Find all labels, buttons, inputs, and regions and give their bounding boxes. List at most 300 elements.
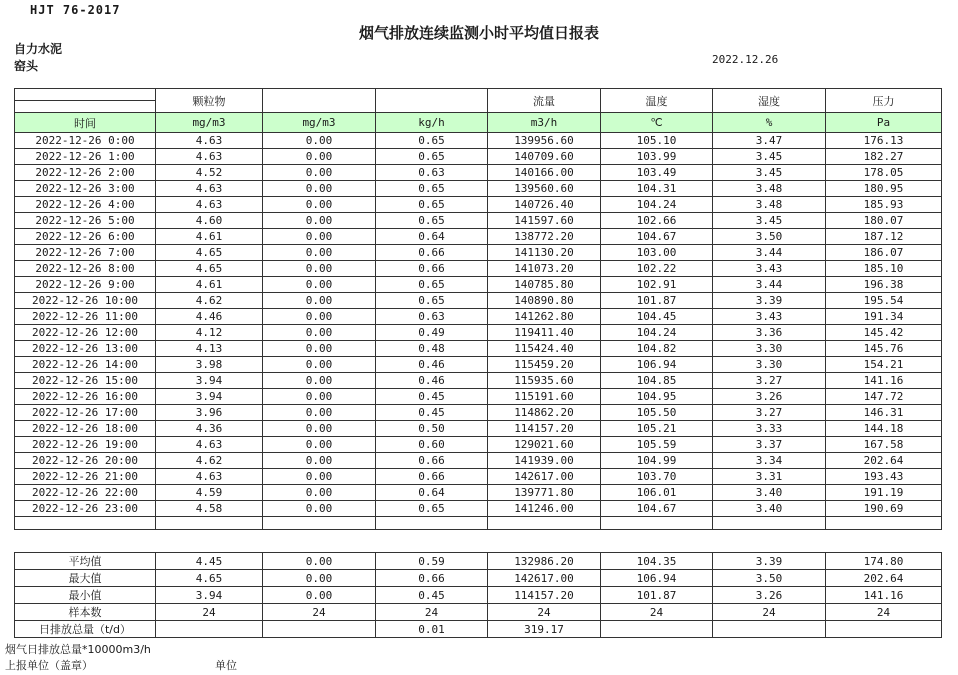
time-cell: 2022-12-26 17:00 — [15, 405, 156, 421]
value-cell: 187.12 — [826, 229, 942, 245]
table-row — [15, 453, 942, 469]
value-cell: 0.00 — [263, 357, 376, 373]
value-cell: 0.00 — [263, 277, 376, 293]
value-cell: 0.65 — [376, 293, 488, 309]
value-cell: 3.33 — [713, 421, 826, 437]
time-cell: 2022-12-26 9:00 — [15, 277, 156, 293]
table-row — [15, 485, 942, 501]
value-cell: 138772.20 — [488, 229, 601, 245]
summary-value-cell: 319.17 — [488, 621, 601, 638]
summary-value-cell: 106.94 — [601, 570, 713, 587]
time-cell: 2022-12-26 2:00 — [15, 165, 156, 181]
value-cell: 193.43 — [826, 469, 942, 485]
value-cell: 3.45 — [713, 149, 826, 165]
time-cell: 2022-12-26 20:00 — [15, 453, 156, 469]
table-row — [15, 149, 942, 165]
hourly-data-table — [14, 88, 942, 530]
table-row — [15, 325, 942, 341]
time-cell: 2022-12-26 6:00 — [15, 229, 156, 245]
value-cell: 0.63 — [376, 165, 488, 181]
table-row — [15, 437, 942, 453]
value-cell: 129021.60 — [488, 437, 601, 453]
value-cell: 142617.00 — [488, 469, 601, 485]
time-header-top-cell — [15, 89, 156, 101]
standard-code: HJT 76-2017 — [30, 3, 121, 17]
value-cell: 104.85 — [601, 373, 713, 389]
value-cell: 104.67 — [601, 229, 713, 245]
report-title: 烟气排放连续监测小时平均值日报表 — [358, 24, 599, 42]
value-cell: 104.82 — [601, 341, 713, 357]
time-cell: 2022-12-26 15:00 — [15, 373, 156, 389]
time-cell: 2022-12-26 5:00 — [15, 213, 156, 229]
time-cell: 2022-12-26 12:00 — [15, 325, 156, 341]
param-header-pressure: 压力 — [826, 89, 942, 113]
empty-row — [15, 517, 942, 530]
value-cell: 0.65 — [376, 197, 488, 213]
value-cell: 176.13 — [826, 133, 942, 149]
value-cell: 0.65 — [376, 277, 488, 293]
value-cell: 3.30 — [713, 357, 826, 373]
value-cell: 3.94 — [156, 389, 263, 405]
summary-label: 平均值 — [15, 553, 156, 570]
value-cell: 103.99 — [601, 149, 713, 165]
value-cell: 147.72 — [826, 389, 942, 405]
table-row — [15, 341, 942, 357]
summary-value-cell: 3.50 — [713, 570, 826, 587]
value-cell: 0.00 — [263, 373, 376, 389]
summary-value-cell: 24 — [156, 604, 263, 621]
empty-cell — [713, 517, 826, 530]
value-cell: 182.27 — [826, 149, 942, 165]
unit-label: 单位 — [215, 659, 237, 672]
value-cell: 102.91 — [601, 277, 713, 293]
summary-value-cell: 3.26 — [713, 587, 826, 604]
param-header-blank-2 — [376, 89, 488, 113]
empty-cell — [376, 517, 488, 530]
value-cell: 4.60 — [156, 213, 263, 229]
value-cell: 3.40 — [713, 485, 826, 501]
time-cell: 2022-12-26 13:00 — [15, 341, 156, 357]
value-cell: 0.00 — [263, 229, 376, 245]
empty-cell — [601, 517, 713, 530]
unit-celsius: ℃ — [601, 113, 713, 133]
value-cell: 180.07 — [826, 213, 942, 229]
summary-value-cell: 24 — [601, 604, 713, 621]
value-cell: 0.00 — [263, 181, 376, 197]
summary-value-cell: 0.01 — [376, 621, 488, 638]
table-row — [15, 357, 942, 373]
table-row — [15, 389, 942, 405]
value-cell: 104.24 — [601, 197, 713, 213]
time-cell: 2022-12-26 16:00 — [15, 389, 156, 405]
footer-line — [5, 657, 505, 673]
value-cell: 104.31 — [601, 181, 713, 197]
value-cell: 141262.80 — [488, 309, 601, 325]
time-cell: 2022-12-26 21:00 — [15, 469, 156, 485]
summary-value-cell: 24 — [826, 604, 942, 621]
report-date: 2022.12.26 — [712, 53, 779, 66]
value-cell: 140785.80 — [488, 277, 601, 293]
value-cell: 0.65 — [376, 501, 488, 517]
value-cell: 0.65 — [376, 181, 488, 197]
time-header-bottom-cell — [15, 101, 156, 113]
value-cell: 0.66 — [376, 245, 488, 261]
value-cell: 4.63 — [156, 149, 263, 165]
value-cell: 0.00 — [263, 133, 376, 149]
summary-value-cell: 101.87 — [601, 587, 713, 604]
table-row — [15, 197, 942, 213]
value-cell: 0.50 — [376, 421, 488, 437]
value-cell: 0.00 — [263, 213, 376, 229]
value-cell: 4.58 — [156, 501, 263, 517]
value-cell: 4.63 — [156, 469, 263, 485]
table-row — [15, 277, 942, 293]
value-cell: 114157.20 — [488, 421, 601, 437]
value-cell: 154.21 — [826, 357, 942, 373]
value-cell: 104.67 — [601, 501, 713, 517]
value-cell: 0.00 — [263, 469, 376, 485]
summary-value-cell: 0.00 — [263, 587, 376, 604]
summary-table — [14, 552, 942, 638]
value-cell: 139771.80 — [488, 485, 601, 501]
summary-row — [15, 604, 942, 621]
table-row — [15, 373, 942, 389]
value-cell: 105.50 — [601, 405, 713, 421]
unit-pa: Pa — [826, 113, 942, 133]
value-cell: 103.00 — [601, 245, 713, 261]
table-row — [15, 421, 942, 437]
summary-value-cell: 0.00 — [263, 553, 376, 570]
summary-value-cell: 24 — [488, 604, 601, 621]
value-cell: 3.36 — [713, 325, 826, 341]
value-cell: 4.63 — [156, 181, 263, 197]
value-cell: 141246.00 — [488, 501, 601, 517]
summary-value-cell: 4.65 — [156, 570, 263, 587]
value-cell: 114862.20 — [488, 405, 601, 421]
value-cell: 196.38 — [826, 277, 942, 293]
summary-value-cell — [263, 621, 376, 638]
value-cell: 195.54 — [826, 293, 942, 309]
value-cell: 0.00 — [263, 341, 376, 357]
value-cell: 0.00 — [263, 389, 376, 405]
value-cell: 3.27 — [713, 405, 826, 421]
value-cell: 0.46 — [376, 357, 488, 373]
value-cell: 3.96 — [156, 405, 263, 421]
table-row — [15, 293, 942, 309]
time-column-label: 时间 — [15, 113, 156, 133]
summary-value-cell: 24 — [713, 604, 826, 621]
value-cell: 3.37 — [713, 437, 826, 453]
value-cell: 0.00 — [263, 149, 376, 165]
value-cell: 4.46 — [156, 309, 263, 325]
value-cell: 3.34 — [713, 453, 826, 469]
value-cell: 4.63 — [156, 133, 263, 149]
summary-value-cell — [156, 621, 263, 638]
time-cell: 2022-12-26 4:00 — [15, 197, 156, 213]
value-cell: 4.63 — [156, 437, 263, 453]
time-cell: 2022-12-26 10:00 — [15, 293, 156, 309]
value-cell: 4.61 — [156, 277, 263, 293]
value-cell: 4.62 — [156, 453, 263, 469]
param-header-flow: 流量 — [488, 89, 601, 113]
value-cell: 3.27 — [713, 373, 826, 389]
table-row — [15, 309, 942, 325]
time-cell: 2022-12-26 14:00 — [15, 357, 156, 373]
value-cell: 140890.80 — [488, 293, 601, 309]
summary-label: 最小值 — [15, 587, 156, 604]
value-cell: 0.00 — [263, 261, 376, 277]
time-cell: 2022-12-26 7:00 — [15, 245, 156, 261]
value-cell: 103.49 — [601, 165, 713, 181]
param-header-temperature: 温度 — [601, 89, 713, 113]
summary-value-cell: 0.66 — [376, 570, 488, 587]
value-cell: 0.00 — [263, 325, 376, 341]
value-cell: 0.65 — [376, 149, 488, 165]
total-emission-note: 烟气日排放总量*10000m3/h — [5, 643, 151, 656]
value-cell: 0.64 — [376, 485, 488, 501]
value-cell: 0.46 — [376, 373, 488, 389]
value-cell: 0.66 — [376, 469, 488, 485]
value-cell: 4.65 — [156, 261, 263, 277]
value-cell: 3.48 — [713, 197, 826, 213]
summary-value-cell: 114157.20 — [488, 587, 601, 604]
value-cell: 119411.40 — [488, 325, 601, 341]
value-cell: 0.00 — [263, 437, 376, 453]
table-row — [15, 229, 942, 245]
value-cell: 104.24 — [601, 325, 713, 341]
time-cell: 2022-12-26 1:00 — [15, 149, 156, 165]
value-cell: 104.45 — [601, 309, 713, 325]
value-cell: 141073.20 — [488, 261, 601, 277]
value-cell: 0.00 — [263, 405, 376, 421]
value-cell: 139560.60 — [488, 181, 601, 197]
summary-value-cell: 24 — [263, 604, 376, 621]
value-cell: 0.60 — [376, 437, 488, 453]
summary-value-cell: 202.64 — [826, 570, 942, 587]
value-cell: 144.18 — [826, 421, 942, 437]
table-row — [15, 261, 942, 277]
value-cell: 3.43 — [713, 261, 826, 277]
value-cell: 0.00 — [263, 309, 376, 325]
param-header-blank-1 — [263, 89, 376, 113]
monitoring-point-name: 窑头 — [14, 59, 39, 73]
unit-percent: % — [713, 113, 826, 133]
value-cell: 4.13 — [156, 341, 263, 357]
value-cell: 145.76 — [826, 341, 942, 357]
summary-label: 日排放总量（t/d） — [15, 621, 156, 638]
param-header-row — [15, 89, 942, 101]
value-cell: 4.63 — [156, 197, 263, 213]
table-row — [15, 181, 942, 197]
value-cell: 3.26 — [713, 389, 826, 405]
summary-row — [15, 621, 942, 638]
value-cell: 146.31 — [826, 405, 942, 421]
value-cell: 115191.60 — [488, 389, 601, 405]
summary-value-cell: 24 — [376, 604, 488, 621]
value-cell: 191.19 — [826, 485, 942, 501]
value-cell: 3.44 — [713, 245, 826, 261]
value-cell: 190.69 — [826, 501, 942, 517]
unit-m3-h: m3/h — [488, 113, 601, 133]
value-cell: 141.16 — [826, 373, 942, 389]
value-cell: 4.62 — [156, 293, 263, 309]
summary-value-cell: 3.39 — [713, 553, 826, 570]
value-cell: 0.66 — [376, 453, 488, 469]
time-cell: 2022-12-26 18:00 — [15, 421, 156, 437]
table-row — [15, 133, 942, 149]
value-cell: 3.45 — [713, 213, 826, 229]
value-cell: 180.95 — [826, 181, 942, 197]
value-cell: 4.12 — [156, 325, 263, 341]
empty-cell — [826, 517, 942, 530]
value-cell: 185.10 — [826, 261, 942, 277]
value-cell: 3.94 — [156, 373, 263, 389]
unit-header-row — [15, 113, 942, 133]
value-cell: 101.87 — [601, 293, 713, 309]
empty-cell — [156, 517, 263, 530]
value-cell: 145.42 — [826, 325, 942, 341]
value-cell: 3.45 — [713, 165, 826, 181]
time-cell: 2022-12-26 11:00 — [15, 309, 156, 325]
summary-value-cell — [713, 621, 826, 638]
value-cell: 105.59 — [601, 437, 713, 453]
value-cell: 0.63 — [376, 309, 488, 325]
summary-row — [15, 570, 942, 587]
company-name: 自力水泥 — [14, 42, 63, 56]
value-cell: 105.21 — [601, 421, 713, 437]
unit-mg-m3-1: mg/m3 — [156, 113, 263, 133]
value-cell: 178.05 — [826, 165, 942, 181]
value-cell: 3.98 — [156, 357, 263, 373]
value-cell: 104.95 — [601, 389, 713, 405]
value-cell: 191.34 — [826, 309, 942, 325]
time-cell: 2022-12-26 0:00 — [15, 133, 156, 149]
value-cell: 4.36 — [156, 421, 263, 437]
time-cell: 2022-12-26 23:00 — [15, 501, 156, 517]
value-cell: 141939.00 — [488, 453, 601, 469]
summary-value-cell: 174.80 — [826, 553, 942, 570]
value-cell: 115935.60 — [488, 373, 601, 389]
value-cell: 0.48 — [376, 341, 488, 357]
value-cell: 0.00 — [263, 165, 376, 181]
value-cell: 0.65 — [376, 133, 488, 149]
value-cell: 0.00 — [263, 293, 376, 309]
value-cell: 141130.20 — [488, 245, 601, 261]
summary-value-cell: 4.45 — [156, 553, 263, 570]
summary-value-cell: 132986.20 — [488, 553, 601, 570]
value-cell: 3.44 — [713, 277, 826, 293]
value-cell: 3.43 — [713, 309, 826, 325]
value-cell: 0.45 — [376, 405, 488, 421]
value-cell: 3.31 — [713, 469, 826, 485]
value-cell: 185.93 — [826, 197, 942, 213]
value-cell: 0.00 — [263, 501, 376, 517]
value-cell: 186.07 — [826, 245, 942, 261]
table-row — [15, 405, 942, 421]
value-cell: 0.00 — [263, 485, 376, 501]
value-cell: 102.66 — [601, 213, 713, 229]
table-row — [15, 501, 942, 517]
param-header-humidity: 湿度 — [713, 89, 826, 113]
value-cell: 3.47 — [713, 133, 826, 149]
summary-value-cell: 0.45 — [376, 587, 488, 604]
empty-cell — [263, 517, 376, 530]
value-cell: 115424.40 — [488, 341, 601, 357]
reporting-unit-label: 上报单位（盖章） — [5, 659, 93, 672]
summary-row — [15, 587, 942, 604]
table-row — [15, 165, 942, 181]
summary-label: 样本数 — [15, 604, 156, 621]
value-cell: 3.39 — [713, 293, 826, 309]
value-cell: 0.45 — [376, 389, 488, 405]
value-cell: 0.65 — [376, 213, 488, 229]
summary-row — [15, 553, 942, 570]
value-cell: 141597.60 — [488, 213, 601, 229]
summary-value-cell: 142617.00 — [488, 570, 601, 587]
value-cell: 3.30 — [713, 341, 826, 357]
value-cell: 0.64 — [376, 229, 488, 245]
value-cell: 4.52 — [156, 165, 263, 181]
summary-value-cell: 141.16 — [826, 587, 942, 604]
summary-value-cell: 3.94 — [156, 587, 263, 604]
value-cell: 0.49 — [376, 325, 488, 341]
param-header-particulate: 颗粒物 — [156, 89, 263, 113]
value-cell: 139956.60 — [488, 133, 601, 149]
summary-value-cell — [601, 621, 713, 638]
value-cell: 167.58 — [826, 437, 942, 453]
value-cell: 0.00 — [263, 453, 376, 469]
unit-mg-m3-2: mg/m3 — [263, 113, 376, 133]
value-cell: 140726.40 — [488, 197, 601, 213]
summary-label: 最大值 — [15, 570, 156, 587]
value-cell: 103.70 — [601, 469, 713, 485]
value-cell: 106.01 — [601, 485, 713, 501]
time-cell: 2022-12-26 22:00 — [15, 485, 156, 501]
value-cell: 0.66 — [376, 261, 488, 277]
value-cell: 0.00 — [263, 197, 376, 213]
value-cell: 106.94 — [601, 357, 713, 373]
value-cell: 0.00 — [263, 421, 376, 437]
value-cell: 3.48 — [713, 181, 826, 197]
unit-kg-h: kg/h — [376, 113, 488, 133]
value-cell: 140166.00 — [488, 165, 601, 181]
summary-value-cell — [826, 621, 942, 638]
value-cell: 104.99 — [601, 453, 713, 469]
value-cell: 140709.60 — [488, 149, 601, 165]
table-row — [15, 213, 942, 229]
summary-value-cell: 0.59 — [376, 553, 488, 570]
value-cell: 4.61 — [156, 229, 263, 245]
value-cell: 3.40 — [713, 501, 826, 517]
value-cell: 105.10 — [601, 133, 713, 149]
time-cell: 2022-12-26 19:00 — [15, 437, 156, 453]
table-row — [15, 469, 942, 485]
value-cell: 4.65 — [156, 245, 263, 261]
empty-cell — [15, 517, 156, 530]
empty-cell — [488, 517, 601, 530]
value-cell: 0.00 — [263, 245, 376, 261]
summary-value-cell: 0.00 — [263, 570, 376, 587]
value-cell: 115459.20 — [488, 357, 601, 373]
time-cell: 2022-12-26 3:00 — [15, 181, 156, 197]
value-cell: 3.50 — [713, 229, 826, 245]
value-cell: 102.22 — [601, 261, 713, 277]
time-cell: 2022-12-26 8:00 — [15, 261, 156, 277]
summary-value-cell: 104.35 — [601, 553, 713, 570]
value-cell: 202.64 — [826, 453, 942, 469]
table-row — [15, 245, 942, 261]
value-cell: 4.59 — [156, 485, 263, 501]
